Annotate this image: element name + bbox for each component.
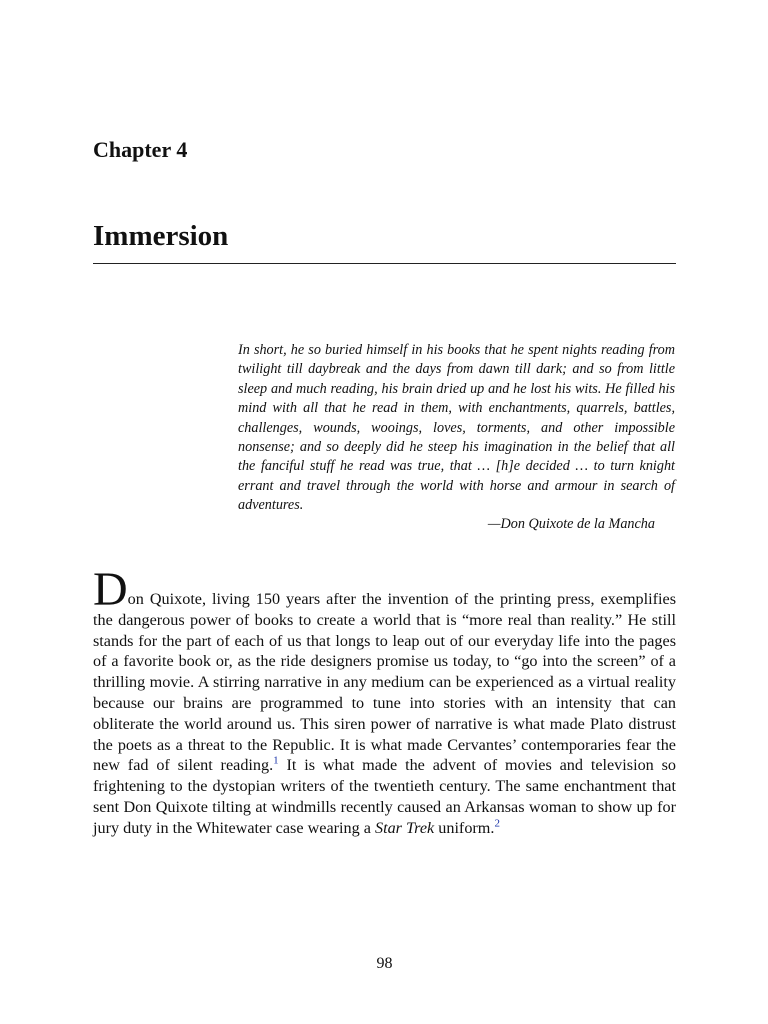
- body-text-part-1: on Quixote, living 150 years after the invention of the printing press, exemplifies the dangerous power of books to create a world that is “more real than reality.” He still stands for the part of each of us that longs to leap out of our everyday life into the pages of a favorite book or, as the ride designers promise us today, to “go into the screen” of a thrilling movie. A stirring narrative in any medium can be experienced as a virtual reality because our brains are programmed to tune into stories with an intensity that can obliterate the world around us. This siren power of narrative is what made Plato distrust the poets as a threat to the Republic. It is what made Cervantes’ contemporaries fear the new fad of silent reading.: [93, 590, 676, 775]
- epigraph-quote: In short, he so buried himself in his books that he spent nights reading from twilight till daybreak and the days from dawn till dark; and so from little sleep and much reading, his brain dried up and he lost his wits. He filled his mind with all that he read in them, with enchantments, quarrels, battles, challenges, wounds, wooings, loves, torments, and other impossible nonsense; and so deeply did he steep his imagination in the belief that all the fanciful stuff he read was true, that … [h]e decided … to turn knight errant and travel through the world with horse and armour in search of adventures.: [238, 342, 675, 514]
- page-number: 98: [376, 955, 393, 972]
- footnote-link-2[interactable]: 2: [494, 817, 500, 830]
- title-divider: [93, 263, 676, 264]
- footnote-link-1[interactable]: 1: [273, 754, 279, 767]
- body-text-part-2: It is what made the advent of movies and television so frightening to the dystopian writers of the twentieth century. The same enchantment that sent Don Quixote tilting at windmills recently caused an Arkansas woman to show up for jury duty in the Whitewater case wearing a: [93, 756, 676, 837]
- drop-cap: D: [93, 563, 128, 616]
- chapter-title: Immersion: [93, 220, 229, 252]
- chapter-label: Chapter 4: [93, 137, 188, 162]
- italic-title: Star Trek: [374, 818, 435, 837]
- body-paragraph: [93, 563, 676, 839]
- body-text-part-3: uniform.: [434, 818, 495, 837]
- epigraph-attribution: —Don Quixote de la Mancha: [487, 516, 655, 532]
- book-page: [93, 0, 676, 1024]
